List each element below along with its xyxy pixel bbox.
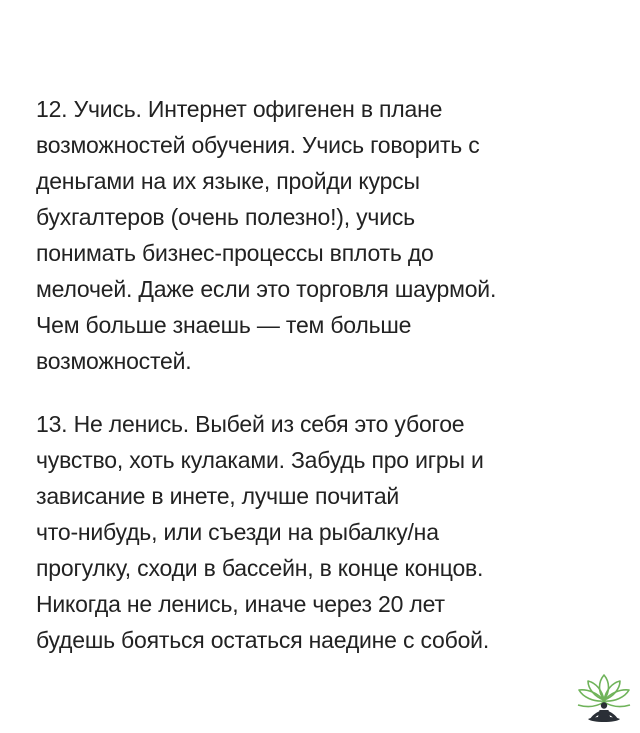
text-line: возможностей.: [36, 348, 192, 374]
text-line: возможностей обучения. Учись говорить с: [36, 132, 480, 158]
lotus-petals: [578, 675, 630, 707]
text-line: что-нибудь, или съезди на рыбалку/на: [36, 519, 439, 545]
text-line: мелочей. Даже если это торговля шаурмой.: [36, 276, 497, 302]
text-line: чувство, хоть кулаками. Забудь про игры и: [36, 447, 484, 473]
text-line: 12. Учись. Интернет офигенен в плане: [36, 96, 443, 122]
text-line: понимать бизнес-процессы вплоть до: [36, 240, 434, 266]
text-line: Никогда не ленись, иначе через 20 лет: [36, 591, 445, 617]
text-line: деньгами на их языке, пройди курсы: [36, 168, 420, 194]
paragraph-13: [36, 406, 489, 658]
meditating-figure: [588, 702, 620, 722]
text-line: зависание в инете, лучше почитай: [36, 483, 400, 509]
lotus-meditation-icon: [574, 672, 634, 728]
text-line: прогулку, сходи в бассейн, в конце концов.: [36, 555, 484, 581]
text-line: 13. Не ленись. Выбей из себя это убогое: [36, 411, 465, 437]
text-line: бухгалтеров (очень полезно!), учись: [36, 204, 415, 230]
paragraph-12: [36, 91, 496, 379]
text-line: Чем больше знаешь — тем больше: [36, 312, 412, 338]
text-line: будешь бояться остаться наедине с собой.: [36, 627, 490, 653]
